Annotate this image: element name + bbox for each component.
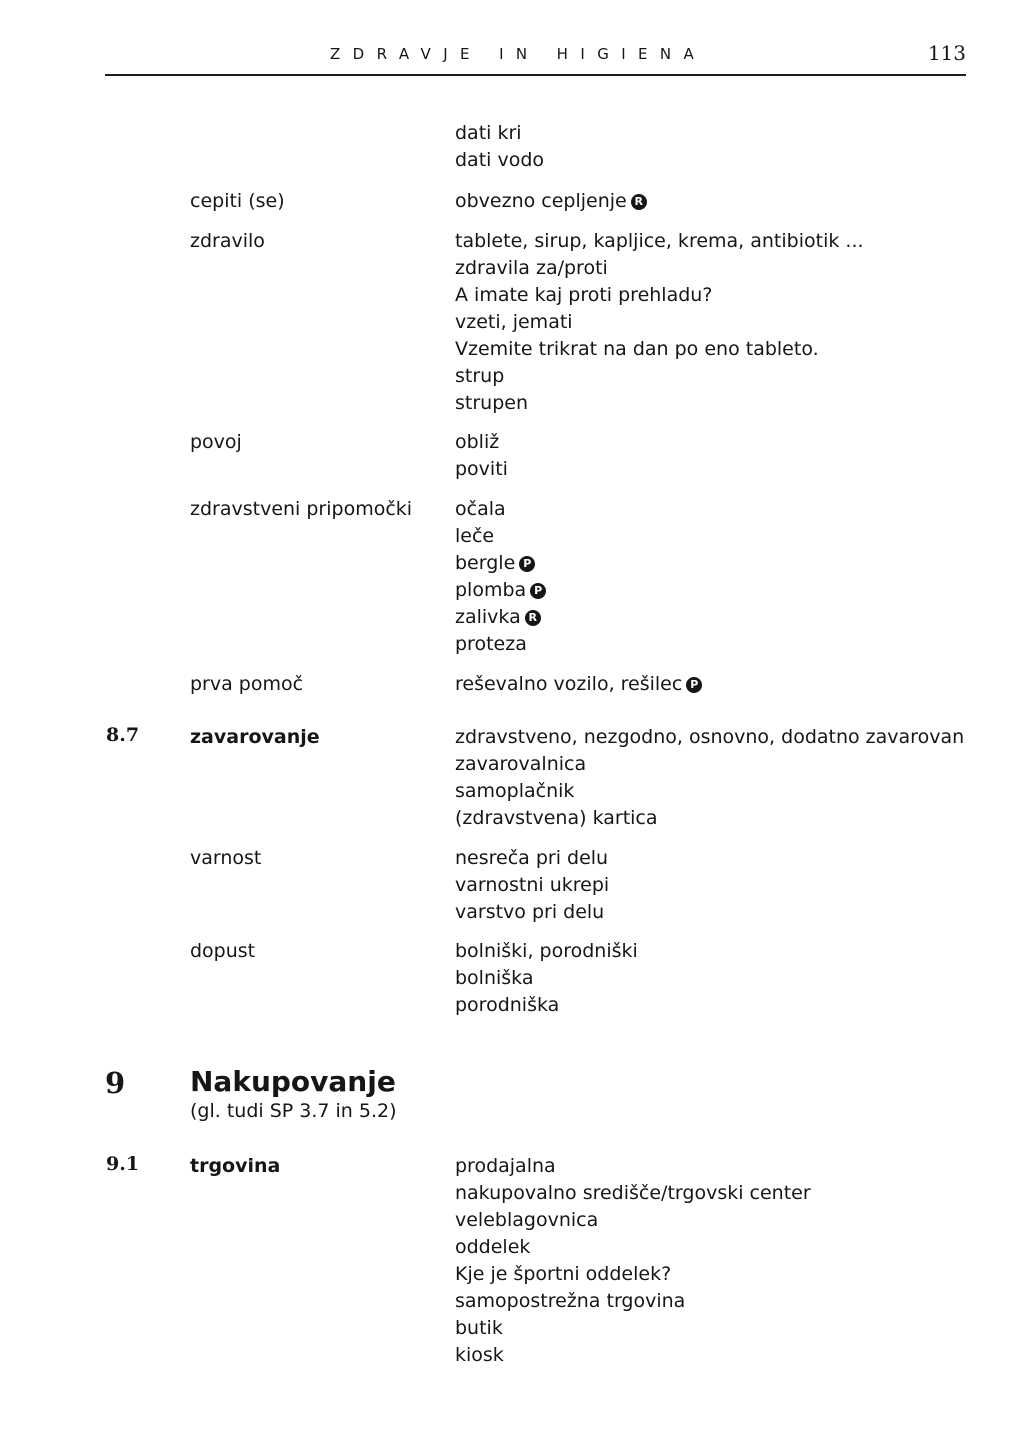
example-text: reševalno vozilo, rešilec — [455, 673, 683, 695]
example-line — [455, 805, 964, 832]
example-line — [455, 496, 546, 523]
example-line — [455, 456, 508, 483]
example-line — [455, 429, 508, 456]
usage-marker-icon: P — [686, 677, 702, 693]
chapter-note: (gl. tudi SP 3.7 in 5.2) — [190, 1100, 397, 1122]
example-line — [455, 363, 864, 390]
example-text: leče — [455, 525, 495, 547]
example-line — [455, 390, 864, 417]
example-text: oddelek — [455, 1236, 531, 1258]
example-text: samopostrežna trgovina — [455, 1290, 686, 1312]
example-line — [455, 255, 864, 282]
entry-examples — [455, 228, 864, 417]
entry-term: cepiti (se) — [190, 190, 285, 212]
usage-marker-icon: R — [631, 194, 647, 210]
example-text: plomba — [455, 579, 527, 601]
example-text: očala — [455, 498, 506, 520]
example-line — [455, 336, 864, 363]
example-line — [455, 1153, 811, 1180]
example-line — [455, 147, 544, 174]
example-text: bergle — [455, 552, 516, 574]
entry-examples — [455, 496, 546, 658]
example-text: Kje je športni oddelek? — [455, 1263, 672, 1285]
example-line — [455, 845, 609, 872]
entry-term: dopust — [190, 940, 256, 962]
example-line — [455, 1180, 811, 1207]
example-line — [455, 1261, 811, 1288]
example-line — [455, 1342, 811, 1369]
example-text: strupen — [455, 392, 528, 414]
entry-examples — [455, 724, 964, 832]
example-text: veleblagovnica — [455, 1209, 599, 1231]
entry-examples — [455, 1153, 811, 1369]
entry-term: prva pomoč — [190, 673, 304, 695]
example-line — [455, 550, 546, 577]
example-text: dati kri — [455, 122, 522, 144]
chapter-title: Nakupovanje — [190, 1065, 396, 1098]
example-text: tablete, sirup, kapljice, krema, antibiotik ... — [455, 230, 864, 252]
usage-marker-icon: P — [519, 556, 535, 572]
entry-examples — [455, 429, 508, 483]
entry-term: zdravstveni pripomočki — [190, 498, 413, 520]
example-text: varnostni ukrepi — [455, 874, 610, 896]
example-text: dati vodo — [455, 149, 545, 171]
example-line — [455, 577, 546, 604]
example-text: bolniška — [455, 967, 534, 989]
example-line — [455, 724, 964, 751]
section-number: 9.1 — [106, 1153, 140, 1175]
example-text: zalivka — [455, 606, 521, 628]
example-text: proteza — [455, 633, 527, 655]
example-text: (zdravstvena) kartica — [455, 807, 658, 829]
example-line — [455, 1234, 811, 1261]
entry-term: zavarovanje — [190, 726, 320, 748]
example-text: obvezno cepljenje — [455, 190, 627, 212]
entry-term: povoj — [190, 431, 242, 453]
example-line — [455, 1288, 811, 1315]
example-text: porodniška — [455, 994, 560, 1016]
example-text: zdravstveno, nezgodno, osnovno, dodatno zavarovan — [455, 726, 965, 748]
running-title: ZDRAVJE IN HIGIENA — [330, 45, 707, 63]
usage-marker-icon: P — [530, 583, 546, 599]
example-line — [455, 631, 546, 658]
example-line — [455, 282, 864, 309]
entry-examples — [455, 671, 702, 698]
example-text: zdravila za/proti — [455, 257, 608, 279]
example-line — [455, 1315, 811, 1342]
example-line — [455, 992, 638, 1019]
example-text: A imate kaj proti prehladu? — [455, 284, 713, 306]
example-line — [455, 938, 638, 965]
example-text: nesreča pri delu — [455, 847, 609, 869]
entry-term: varnost — [190, 847, 262, 869]
example-text: butik — [455, 1317, 503, 1339]
example-line — [455, 671, 702, 698]
example-line — [455, 899, 609, 926]
usage-marker-icon: R — [525, 610, 541, 626]
example-text: nakupovalno središče/trgovski center — [455, 1182, 811, 1204]
example-line — [455, 1207, 811, 1234]
entry-term: zdravilo — [190, 230, 265, 252]
example-text: poviti — [455, 458, 508, 480]
entry-examples — [455, 845, 609, 926]
running-header — [105, 40, 966, 76]
example-text: strup — [455, 365, 505, 387]
example-line — [455, 872, 609, 899]
entry-examples — [455, 188, 647, 215]
example-line — [455, 965, 638, 992]
chapter-number: 9 — [105, 1066, 126, 1100]
page-number: 113 — [927, 41, 966, 65]
example-line — [455, 778, 964, 805]
example-line — [455, 751, 964, 778]
example-line — [455, 604, 546, 631]
example-text: zavarovalnica — [455, 753, 587, 775]
entry-term: trgovina — [190, 1155, 281, 1177]
entry-examples — [455, 120, 544, 174]
example-text: bolniški, porodniški — [455, 940, 638, 962]
example-line — [455, 309, 864, 336]
example-line — [455, 120, 544, 147]
example-text: Vzemite trikrat na dan po eno tableto. — [455, 338, 819, 360]
example-line — [455, 188, 647, 215]
example-line — [455, 228, 864, 255]
section-number: 8.7 — [106, 724, 140, 746]
example-text: varstvo pri delu — [455, 901, 605, 923]
entry-examples — [455, 938, 638, 1019]
example-text: samoplačnik — [455, 780, 575, 802]
example-line — [455, 523, 546, 550]
example-text: vzeti, jemati — [455, 311, 573, 333]
example-text: kiosk — [455, 1344, 504, 1366]
example-text: prodajalna — [455, 1155, 556, 1177]
example-text: obliž — [455, 431, 500, 453]
